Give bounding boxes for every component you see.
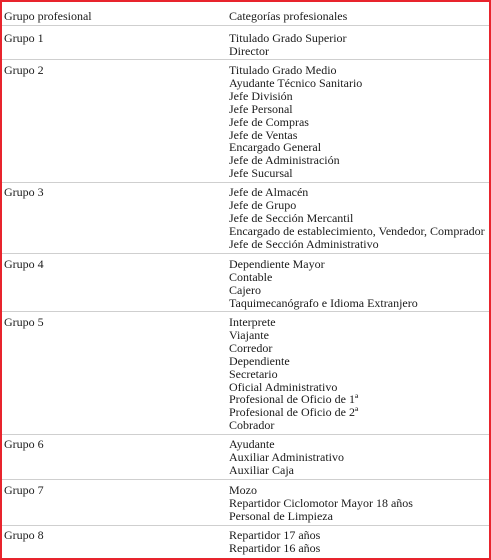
category-item: Auxiliar Caja <box>229 462 294 477</box>
category-item: Encargado General <box>229 140 322 155</box>
category-item: Jefe de Compras <box>229 114 309 129</box>
category-list <box>229 484 489 523</box>
category-item: Profesional de Oficio de 1ª <box>229 392 359 407</box>
category-item: Jefe de Ventas <box>229 127 298 142</box>
category-list <box>229 32 489 58</box>
category-item: Contable <box>229 269 273 284</box>
category-item: Auxiliar Administrativo <box>229 449 344 464</box>
category-item: Director <box>229 43 269 58</box>
row-rule <box>2 311 489 312</box>
category-item: Jefe Personal <box>229 101 293 116</box>
category-item: Dependiente Mayor <box>229 257 325 271</box>
header-group-label: Grupo profesional <box>4 9 92 23</box>
category-item: Secretario <box>229 366 278 381</box>
group-name: Grupo 5 <box>4 315 44 329</box>
category-item: Titulado Grado Medio <box>229 63 337 77</box>
row-rule <box>2 182 489 183</box>
group-name: Grupo 8 <box>4 528 44 542</box>
category-item: Taquimecanógrafo e Idioma Extranjero <box>229 295 418 310</box>
group-name: Grupo 1 <box>4 31 44 45</box>
category-item: Mozo <box>229 483 257 497</box>
category-item: Cobrador <box>229 418 275 433</box>
category-list <box>229 186 489 251</box>
category-list <box>229 316 489 432</box>
group-name: Grupo 7 <box>4 483 44 497</box>
category-item: Interprete <box>229 315 276 329</box>
row-rule <box>2 434 489 435</box>
category-item: Oficial Administrativo <box>229 379 338 394</box>
header-categories-label: Categorías profesionales <box>229 9 348 23</box>
category-item: Jefe de Sección Mercantil <box>229 210 354 225</box>
category-item: Personal de Limpieza <box>229 508 333 523</box>
category-item: Dependiente <box>229 353 290 368</box>
category-list <box>229 258 489 310</box>
group-name: Grupo 6 <box>4 437 44 451</box>
category-item: Corredor <box>229 340 273 355</box>
category-list <box>229 438 489 477</box>
category-item: Jefe de Grupo <box>229 197 297 212</box>
category-list <box>229 529 489 555</box>
category-item: Encargado de establecimiento, Vendedor, Comprador <box>229 223 485 238</box>
category-item: Ayudante <box>229 437 275 451</box>
category-item: Profesional de Oficio de 2ª <box>229 405 359 420</box>
category-item: Jefe División <box>229 88 293 103</box>
category-item: Repartidor 16 años <box>229 540 321 555</box>
row-rule <box>2 525 489 526</box>
category-item: Jefe de Almacén <box>229 185 309 199</box>
category-list <box>229 64 489 180</box>
table-header <box>2 10 489 24</box>
row-rule <box>2 479 489 480</box>
group-name: Grupo 4 <box>4 257 44 271</box>
category-item: Jefe de Administración <box>229 153 340 168</box>
category-item: Titulado Grado Superior <box>229 31 347 45</box>
category-item: Ayudante Técnico Sanitario <box>229 75 363 90</box>
category-item: Repartidor 17 años <box>229 528 321 542</box>
category-item: Cajero <box>229 282 261 297</box>
category-item: Jefe de Sección Administrativo <box>229 236 379 251</box>
category-item: Repartidor Ciclomotor Mayor 18 años <box>229 495 413 510</box>
group-name: Grupo 3 <box>4 185 44 199</box>
header-rule <box>2 25 489 26</box>
row-rule <box>2 253 489 254</box>
group-name: Grupo 2 <box>4 63 44 77</box>
category-item: Jefe Sucursal <box>229 166 293 181</box>
row-rule <box>2 59 489 60</box>
category-item: Viajante <box>229 327 269 342</box>
